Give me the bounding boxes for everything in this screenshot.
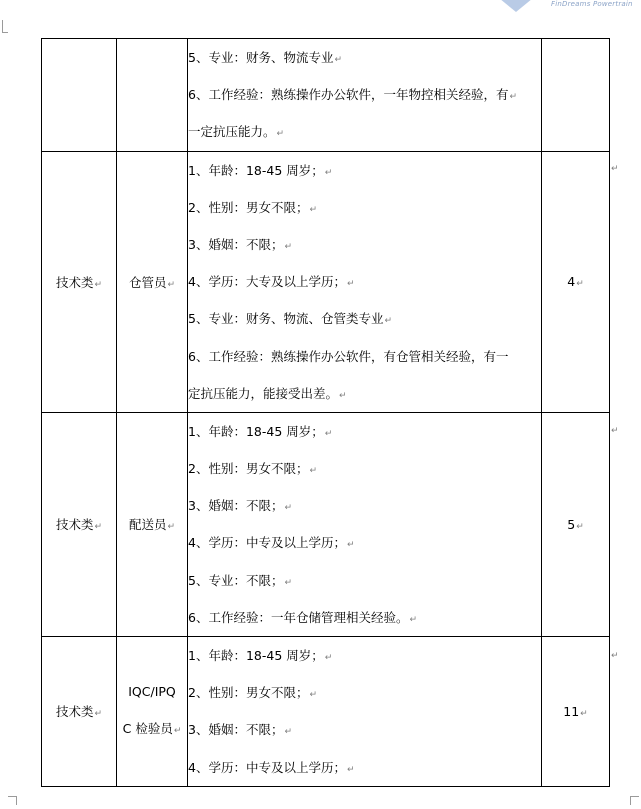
table-row [42, 412, 610, 636]
requirement-line: 3、婚姻：不限；↵ [188, 236, 293, 252]
count-cell: 5↵ [542, 412, 610, 636]
company-name: FinDreams Powertrain [551, 0, 633, 8]
requirement-line: 定抗压能力，能接受出差。↵ [188, 385, 347, 401]
count-cell: 4↵ [542, 151, 610, 412]
requirements-cell [188, 39, 542, 152]
position-cell: 配送员↵ [117, 412, 188, 636]
count-cell: 11↵ [542, 637, 610, 787]
requirement-line: 3、婚姻：不限；↵ [188, 722, 293, 738]
count-cell [542, 39, 610, 152]
recruitment-table [41, 38, 610, 787]
requirement-line: 6、工作经验：一年仓储管理相关经验。↵ [188, 609, 418, 625]
bottom-right-crop-mark [630, 796, 639, 805]
requirement-line: 6、工作经验：熟练操作办公软件，有仓管相关经验，有一 [188, 348, 509, 364]
requirement-line: 5、专业：财务、物流专业↵ [188, 50, 343, 65]
position-cell [117, 39, 188, 152]
requirements-cell [188, 637, 542, 787]
table-row [42, 151, 610, 412]
category-cell: 技术类↵ [42, 151, 117, 412]
requirement-line: 6、工作经验：熟练操作办公软件，一年物控相关经验，有↵ [188, 87, 518, 103]
category-cell [42, 39, 117, 152]
requirements-cell [188, 412, 542, 636]
requirement-line: 4、学历：中专及以上学历；↵ [188, 535, 355, 551]
requirements-cell [188, 151, 542, 412]
table-row [42, 39, 610, 152]
requirement-line: 一定抗压能力。↵ [188, 124, 285, 140]
position-line: C 检验员↵ [122, 720, 182, 736]
requirement-line: 1、年龄：18-45 周岁；↵ [188, 162, 333, 178]
bottom-left-crop-mark [8, 796, 17, 805]
requirement-line: 4、学历：中专及以上学历；↵ [188, 759, 355, 775]
requirement-line: 1、年龄：18-45 周岁；↵ [188, 648, 333, 663]
requirement-line: 1、年龄：18-45 周岁；↵ [188, 423, 333, 439]
requirement-line: 4、学历：大专及以上学历；↵ [188, 274, 355, 290]
requirement-line: 5、专业：财务、物流、仓管类专业↵ [188, 311, 393, 327]
row-end-mark: ↵ [611, 651, 619, 661]
header-logo [494, 0, 641, 14]
requirement-line: 2、性别：男女不限；↵ [188, 199, 318, 215]
row-end-mark: ↵ [611, 164, 619, 174]
category-cell: 技术类↵ [42, 637, 117, 787]
position-line: IQC/IPQ [128, 683, 176, 699]
requirement-line: 5、专业：不限；↵ [188, 572, 293, 588]
table-row [42, 637, 610, 787]
category-cell: 技术类↵ [42, 412, 117, 636]
position-cell [117, 637, 188, 787]
company-logo-icon [494, 0, 538, 12]
row-end-mark: ↵ [611, 426, 619, 436]
requirement-line: 2、性别：男女不限；↵ [188, 461, 318, 477]
margin-crop-mark [2, 20, 8, 33]
position-cell: 仓管员↵ [117, 151, 188, 412]
requirement-line: 3、婚姻：不限；↵ [188, 498, 293, 514]
requirement-line: 2、性别：男女不限；↵ [188, 685, 318, 701]
